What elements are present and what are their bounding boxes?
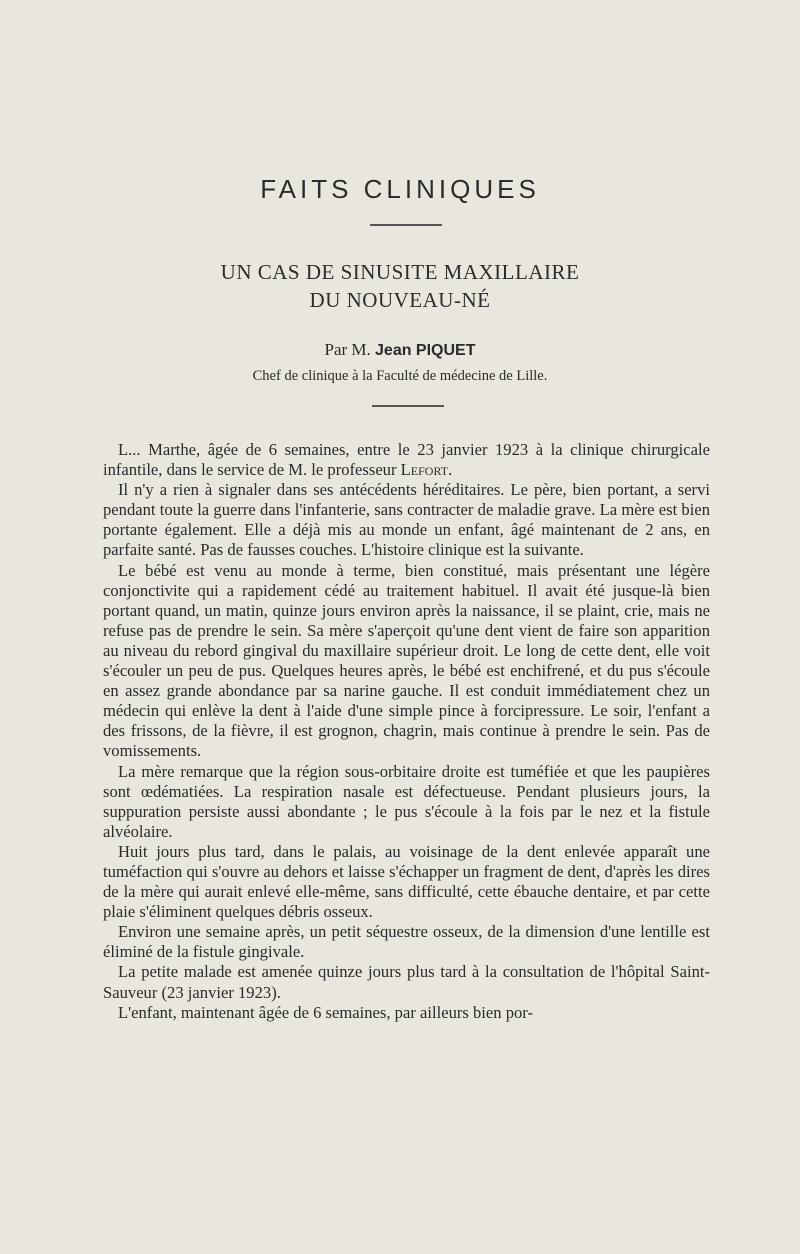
- paragraph-text: .: [448, 460, 453, 480]
- paragraph: La mère remarque que la région sous-orbitaire droite est tuméfiée et que les paupières sont œdématiées. La respiration nasale est défectueuse. Pendant plusieurs jours, la suppuration persiste aussi abondante ; le pus s'écoule à la fois par le nez et la fistule alvéolaire.: [103, 761, 710, 841]
- paragraph: Le bébé est venu au monde à terme, bien constitué, mais présentant une légère conjonctivite qui a rapidement cédé au traitement habituel. Il avait été jusque-là bien portant quand, un matin, quinze jours environ après la naissance, il se plaint, crie, mais ne refuse pas de prendre le sein. Sa mère s'aperçoit qu'une dent vient de faire son apparition au niveau du rebord gingival du maxillaire supérieur droit. Le long de cette dent, elle voit s'écouler un peu de pus. Quelques heures après, le bébé est enchifrené, et du pus s'écoule en assez grande abondance par sa narine gauche. Il est conduit immédiatement chez un médecin qui enlève la dent à l'aide d'une simple pince à forcipressure. Le soir, l'enfant a des frissons, de la fièvre, il est grognon, chagrin, mais continue à prendre le sein. Pas de vomissements.: [103, 560, 710, 761]
- paragraph: La petite malade est amenée quinze jours plus tard à la consultation de l'hôpital Saint-Sauveur (23 janvier 1923).: [103, 962, 710, 1002]
- paragraph-text: L... Marthe, âgée de 6 semaines, entre le 23 janvier 1923 à la clinique chirurgicale infantile, dans le service de M. le professeur: [103, 440, 710, 480]
- article-title-line: UN CAS DE SINUSITE MAXILLAIRE: [220, 260, 580, 284]
- section-title: FAITS CLINIQUES: [260, 174, 540, 204]
- article-title: [0, 258, 800, 314]
- paragraph: Huit jours plus tard, dans le palais, au voisinage de la dent enlevée apparaît une tuméfaction qui s'ouvre au dehors et laisse s'échapper un fragment de dent, d'après les dires de la mère qui aurait enlevé elle-même, sans difficulté, cette ébauche dentaire, et par cette plaie s'éliminent quelques débris osseux.: [103, 841, 710, 922]
- divider-rule: [372, 405, 444, 407]
- paragraph: L'enfant, maintenant âgée de 6 semaines, par ailleurs bien por-: [118, 1002, 534, 1022]
- divider-rule: [370, 224, 442, 226]
- professor-name: Lefort: [400, 460, 449, 480]
- byline-prefix: Par M.: [324, 340, 371, 359]
- paragraph: [103, 440, 710, 480]
- byline: [0, 340, 800, 360]
- paragraph: Environ une semaine après, un petit séquestre osseux, de la dimension d'une lentille est éliminé de la fistule gingivale.: [103, 922, 710, 962]
- paragraph: Il n'y a rien à signaler dans ses antécédents héréditaires. Le père, bien portant, a servi pendant toute la guerre dans l'infanterie, sans contracter de maladie grave. La mère est bien portante également. Elle a déjà mis au monde un enfant, âgé maintenant de 2 ans, en parfaite santé. Pas de fausses couches. L'histoire clinique est la suivante.: [103, 480, 710, 560]
- article-title-line: DU NOUVEAU-NÉ: [309, 288, 491, 312]
- author-name: Jean PIQUET: [375, 342, 476, 359]
- author-affiliation: Chef de clinique à la Faculté de médecine de Lille.: [252, 368, 548, 384]
- article-body: [103, 440, 710, 1023]
